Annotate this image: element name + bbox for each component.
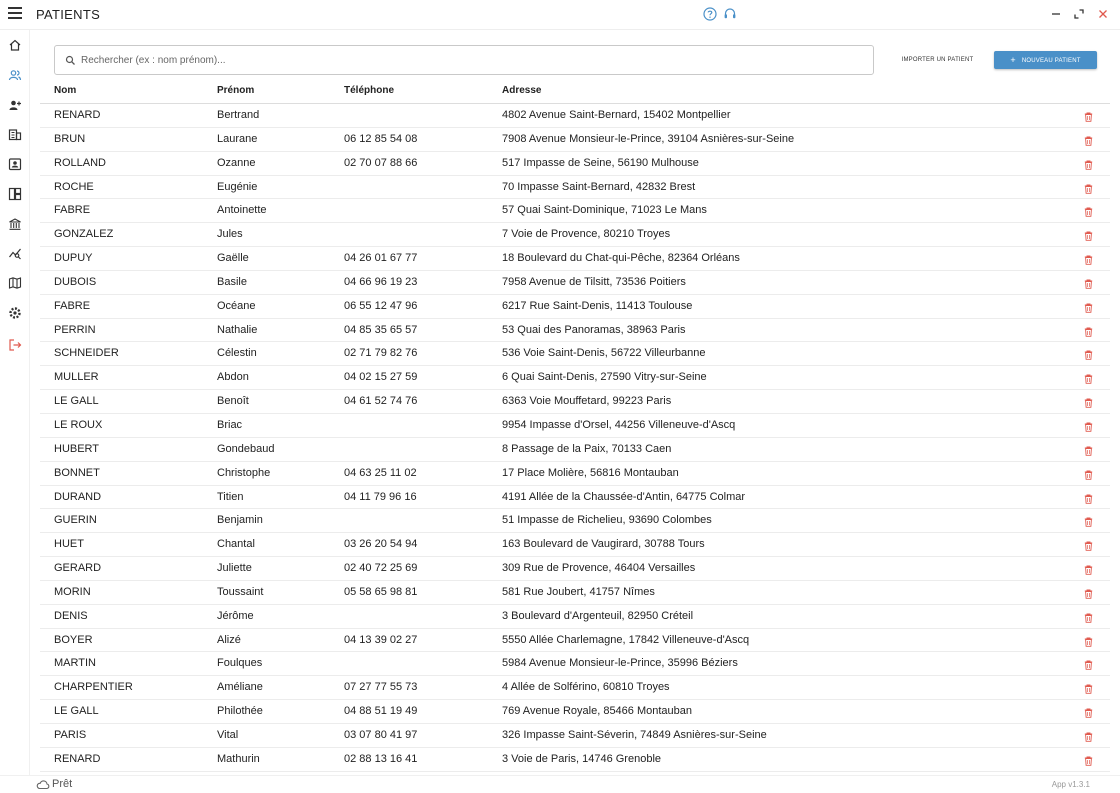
table-row[interactable] xyxy=(40,223,1110,247)
status-bar xyxy=(0,775,1120,793)
patient-address: 7958 Avenue de Tilsitt, 73536 Poitiers xyxy=(502,275,686,288)
patient-phone: 07 27 77 55 73 xyxy=(344,681,418,694)
patient-last-name: SCHNEIDER xyxy=(54,347,119,360)
patient-address: 517 Impasse de Seine, 56190 Mulhouse xyxy=(502,156,699,169)
patient-address: 4802 Avenue Saint-Bernard, 15402 Montpellier xyxy=(502,109,731,121)
table-row[interactable] xyxy=(40,128,1110,152)
table-row[interactable] xyxy=(40,652,1110,676)
building-icon[interactable] xyxy=(8,127,22,141)
patient-first-name: Antoinette xyxy=(217,204,267,217)
patient-last-name: BOYER xyxy=(54,633,93,646)
patient-address: 6363 Voie Mouffetard, 99223 Paris xyxy=(502,395,672,408)
patient-last-name: DURAND xyxy=(54,490,102,503)
patient-first-name: Titien xyxy=(217,490,244,503)
delete-trash-icon[interactable] xyxy=(1084,112,1093,122)
patient-address: 51 Impasse de Richelieu, 93690 Colombes xyxy=(502,514,712,527)
status-text: Prêt xyxy=(52,778,73,790)
delete-trash-icon[interactable] xyxy=(1084,446,1093,456)
patient-first-name: Bertrand xyxy=(217,109,260,121)
patient-phone: 04 63 25 11 02 xyxy=(344,466,417,479)
patient-last-name: PERRIN xyxy=(54,323,96,336)
table-row[interactable] xyxy=(40,176,1110,200)
patient-address: 163 Boulevard de Vaugirard, 30788 Tours xyxy=(502,538,705,551)
logout-icon[interactable] xyxy=(8,338,22,352)
patient-last-name: DUPUY xyxy=(54,252,93,265)
patient-address: 70 Impasse Saint-Bernard, 42832 Brest xyxy=(502,180,696,193)
delete-trash-icon[interactable] xyxy=(1084,494,1093,504)
patient-first-name: Juliette xyxy=(217,562,252,575)
delete-trash-icon[interactable] xyxy=(1084,565,1093,575)
patient-first-name: Célestin xyxy=(217,347,257,360)
table-row[interactable] xyxy=(40,700,1110,724)
map-icon[interactable] xyxy=(8,276,22,290)
settings-gear-icon[interactable] xyxy=(8,306,22,320)
patient-last-name: FABRE xyxy=(54,204,91,217)
delete-trash-icon[interactable] xyxy=(1084,255,1093,265)
patient-address: 3 Boulevard d'Argenteuil, 82950 Créteil xyxy=(502,609,694,622)
patient-phone: 04 02 15 27 59 xyxy=(344,371,418,384)
patient-first-name: Améliane xyxy=(217,681,263,694)
patient-address: 9954 Impasse d'Orsel, 44256 Villeneuve-d'Ascq xyxy=(502,418,736,431)
patient-first-name: Benoît xyxy=(217,395,249,408)
table-row[interactable] xyxy=(40,342,1110,366)
patient-last-name: BONNET xyxy=(54,466,100,479)
table-row[interactable] xyxy=(40,295,1110,319)
search-field[interactable] xyxy=(54,45,874,75)
patient-first-name: Ozanne xyxy=(217,156,256,169)
table-row[interactable] xyxy=(40,438,1110,462)
patient-last-name: DUBOIS xyxy=(54,275,97,288)
patient-first-name: Abdon xyxy=(217,371,249,384)
patient-phone: 03 07 80 41 97 xyxy=(344,728,418,741)
patient-address: 4191 Allée de la Chaussée-d'Antin, 64775 Colmar xyxy=(502,490,746,503)
patient-phone: 04 66 96 19 23 xyxy=(344,275,418,288)
headset-icon[interactable] xyxy=(723,7,737,21)
patient-last-name: BRUN xyxy=(54,132,86,145)
column-header-nom[interactable]: Nom xyxy=(54,85,77,96)
patient-last-name: MORIN xyxy=(54,585,91,598)
minimize-icon[interactable] xyxy=(1050,8,1062,20)
dashboard-icon[interactable] xyxy=(8,187,22,201)
patient-last-name: MULLER xyxy=(54,371,99,384)
delete-trash-icon[interactable] xyxy=(1084,470,1093,480)
delete-trash-icon[interactable] xyxy=(1084,637,1093,647)
close-icon[interactable] xyxy=(1097,8,1109,20)
new-patient-button[interactable] xyxy=(994,51,1097,69)
patient-phone: 02 88 13 16 41 xyxy=(344,752,418,765)
patient-address: 536 Voie Saint-Denis, 56722 Villeurbanne xyxy=(502,347,706,360)
patient-address: 57 Quai Saint-Dominique, 71023 Le Mans xyxy=(502,204,707,217)
patient-phone: 02 70 07 88 66 xyxy=(344,156,418,169)
sidebar xyxy=(0,30,30,775)
search-icon xyxy=(65,55,76,66)
delete-trash-icon[interactable] xyxy=(1084,327,1093,337)
patient-phone: 05 58 65 98 81 xyxy=(344,585,418,598)
patient-address: 6 Quai Saint-Denis, 27590 Vitry-sur-Seine xyxy=(502,371,707,384)
patient-address: 7908 Avenue Monsieur-le-Prince, 39104 Asnières-sur-Seine xyxy=(502,132,795,145)
delete-trash-icon[interactable] xyxy=(1084,231,1093,241)
patient-first-name: Toussaint xyxy=(217,585,264,598)
patient-address: 7 Voie de Provence, 80210 Troyes xyxy=(502,228,671,241)
patient-phone: 04 61 52 74 76 xyxy=(344,395,418,408)
patient-phone: 02 71 79 82 76 xyxy=(344,347,418,360)
patient-address: 5550 Allée Charlemagne, 17842 Villeneuve-d'Ascq xyxy=(502,633,750,646)
delete-trash-icon[interactable] xyxy=(1084,708,1093,718)
patient-address: 5984 Avenue Monsieur-le-Prince, 35996 Béziers xyxy=(502,657,738,670)
table-row[interactable] xyxy=(40,557,1110,581)
patient-last-name: PARIS xyxy=(54,728,87,741)
patient-address: 6217 Rue Saint-Denis, 11413 Toulouse xyxy=(502,299,693,312)
patient-phone: 04 26 01 67 77 xyxy=(344,252,418,265)
patient-first-name: Vital xyxy=(217,728,239,741)
table-row[interactable] xyxy=(40,629,1110,653)
patient-first-name: Jules xyxy=(217,228,243,241)
patient-last-name: LE GALL xyxy=(54,395,99,408)
page-title: PATIENTS xyxy=(36,7,101,22)
table-header xyxy=(40,80,1110,104)
patient-first-name: Océane xyxy=(217,299,256,312)
patient-phone: 06 55 12 47 96 xyxy=(344,299,418,312)
column-header-prenom[interactable]: Prénom xyxy=(217,85,255,96)
patient-last-name: DENIS xyxy=(54,609,88,622)
patient-first-name: Benjamin xyxy=(217,514,263,527)
table-row[interactable] xyxy=(40,581,1110,605)
table-row[interactable] xyxy=(40,247,1110,271)
patient-first-name: Gondebaud xyxy=(217,442,275,455)
patient-last-name: ROLLAND xyxy=(54,156,106,169)
delete-trash-icon[interactable] xyxy=(1084,756,1093,766)
table-row[interactable] xyxy=(40,199,1110,223)
patient-last-name: FABRE xyxy=(54,299,91,312)
table-row[interactable] xyxy=(40,104,1110,128)
column-header-telephone[interactable]: Téléphone xyxy=(344,85,395,96)
patient-phone: 06 12 85 54 08 xyxy=(344,132,418,145)
search-input[interactable] xyxy=(81,50,861,70)
table-row[interactable] xyxy=(40,390,1110,414)
patient-phone: 04 11 79 96 16 xyxy=(344,490,417,503)
patient-last-name: RENARD xyxy=(54,752,101,765)
patient-last-name: CHARPENTIER xyxy=(54,681,133,694)
patient-last-name: GONZALEZ xyxy=(54,228,114,241)
patient-address: 4 Allée de Solférino, 60810 Troyes xyxy=(502,681,670,694)
table-row[interactable] xyxy=(40,676,1110,700)
table-row[interactable] xyxy=(40,605,1110,629)
plus-icon: + xyxy=(1010,55,1016,65)
table-row[interactable] xyxy=(40,533,1110,557)
table-row[interactable] xyxy=(40,271,1110,295)
patient-address: 17 Place Molière, 56816 Montauban xyxy=(502,466,679,479)
patient-address: 8 Passage de la Paix, 70133 Caen xyxy=(502,442,672,455)
patient-first-name: Gaëlle xyxy=(217,252,249,265)
patient-last-name: LE ROUX xyxy=(54,418,103,431)
delete-trash-icon[interactable] xyxy=(1084,422,1093,432)
delete-trash-icon[interactable] xyxy=(1084,660,1093,670)
title-bar xyxy=(0,0,1120,30)
patient-last-name: LE GALL xyxy=(54,705,99,718)
delete-trash-icon[interactable] xyxy=(1084,350,1093,360)
maximize-icon[interactable] xyxy=(1073,8,1085,20)
delete-trash-icon[interactable] xyxy=(1084,398,1093,408)
patient-last-name: GUERIN xyxy=(54,514,97,527)
patient-last-name: MARTIN xyxy=(54,657,96,670)
delete-trash-icon[interactable] xyxy=(1084,279,1093,289)
patient-last-name: ROCHE xyxy=(54,180,94,193)
hamburger-menu-icon[interactable] xyxy=(8,7,22,21)
patient-address: 3 Voie de Paris, 14746 Grenoble xyxy=(502,752,662,765)
patient-last-name: HUET xyxy=(54,538,84,551)
import-patient-button[interactable]: IMPORTER UN PATIENT xyxy=(901,57,974,63)
delete-trash-icon[interactable] xyxy=(1084,684,1093,694)
column-header-adresse[interactable]: Adresse xyxy=(502,85,542,96)
table-body xyxy=(40,104,1110,772)
contact-card-icon[interactable] xyxy=(8,157,22,171)
patient-phone: 04 85 35 65 57 xyxy=(344,323,418,336)
patients-icon[interactable] xyxy=(8,68,22,82)
delete-trash-icon[interactable] xyxy=(1084,136,1093,146)
patient-address: 53 Quai des Panoramas, 38963 Paris xyxy=(502,323,686,336)
table-row[interactable] xyxy=(40,319,1110,343)
patient-first-name: Laurane xyxy=(217,132,258,145)
table-row[interactable] xyxy=(40,152,1110,176)
cloud-icon xyxy=(36,779,50,790)
table-row[interactable] xyxy=(40,486,1110,510)
patient-phone: 04 88 51 19 49 xyxy=(344,705,418,718)
delete-trash-icon[interactable] xyxy=(1084,160,1093,170)
patient-phone: 04 13 39 02 27 xyxy=(344,633,418,646)
delete-trash-icon[interactable] xyxy=(1084,589,1093,599)
patient-phone: 03 26 20 54 94 xyxy=(344,538,418,551)
patient-first-name: Alizé xyxy=(217,633,241,646)
app-version: App v1.3.1 xyxy=(1051,780,1090,789)
delete-trash-icon[interactable] xyxy=(1084,374,1093,384)
delete-trash-icon[interactable] xyxy=(1084,517,1093,527)
patient-first-name: Briac xyxy=(217,418,243,431)
patient-phone: 02 40 72 25 69 xyxy=(344,562,418,575)
table-row[interactable] xyxy=(40,509,1110,533)
patient-first-name: Foulques xyxy=(217,657,263,670)
patients-table xyxy=(40,80,1110,772)
patient-first-name: Basile xyxy=(217,275,247,288)
patient-first-name: Nathalie xyxy=(217,323,258,336)
bank-icon[interactable] xyxy=(8,217,22,231)
delete-trash-icon[interactable] xyxy=(1084,613,1093,623)
patient-first-name: Philothée xyxy=(217,705,263,718)
patient-last-name: HUBERT xyxy=(54,442,100,455)
table-row[interactable] xyxy=(40,462,1110,486)
new-patient-label: NOUVEAU PATIENT xyxy=(1021,58,1081,64)
table-row[interactable] xyxy=(40,724,1110,748)
add-user-icon[interactable] xyxy=(8,98,22,112)
patient-first-name: Mathurin xyxy=(217,752,260,765)
main-content xyxy=(40,30,1110,775)
help-circle-icon[interactable] xyxy=(703,7,717,21)
table-row[interactable] xyxy=(40,748,1110,772)
patient-first-name: Eugénie xyxy=(217,180,258,193)
patient-last-name: GERARD xyxy=(54,562,102,575)
delete-trash-icon[interactable] xyxy=(1084,303,1093,313)
delete-trash-icon[interactable] xyxy=(1084,732,1093,742)
delete-trash-icon[interactable] xyxy=(1084,541,1093,551)
delete-trash-icon[interactable] xyxy=(1084,184,1093,194)
patient-first-name: Christophe xyxy=(217,466,271,479)
home-icon[interactable] xyxy=(8,38,22,52)
patient-first-name: Chantal xyxy=(217,538,255,551)
patient-address: 326 Impasse Saint-Séverin, 74849 Asnières-sur-Seine xyxy=(502,728,767,741)
patient-first-name: Jérôme xyxy=(217,609,254,622)
delete-trash-icon[interactable] xyxy=(1084,207,1093,217)
table-row[interactable] xyxy=(40,414,1110,438)
patient-address: 769 Avenue Royale, 85466 Montauban xyxy=(502,705,693,718)
patient-address: 309 Rue de Provence, 46404 Versailles xyxy=(502,562,696,575)
patient-address: 18 Boulevard du Chat-qui-Pêche, 82364 Orléans xyxy=(502,252,740,265)
patient-address: 581 Rue Joubert, 41757 Nîmes xyxy=(502,585,655,598)
table-row[interactable] xyxy=(40,366,1110,390)
patient-last-name: RENARD xyxy=(54,109,101,121)
analytics-icon[interactable] xyxy=(8,246,22,260)
